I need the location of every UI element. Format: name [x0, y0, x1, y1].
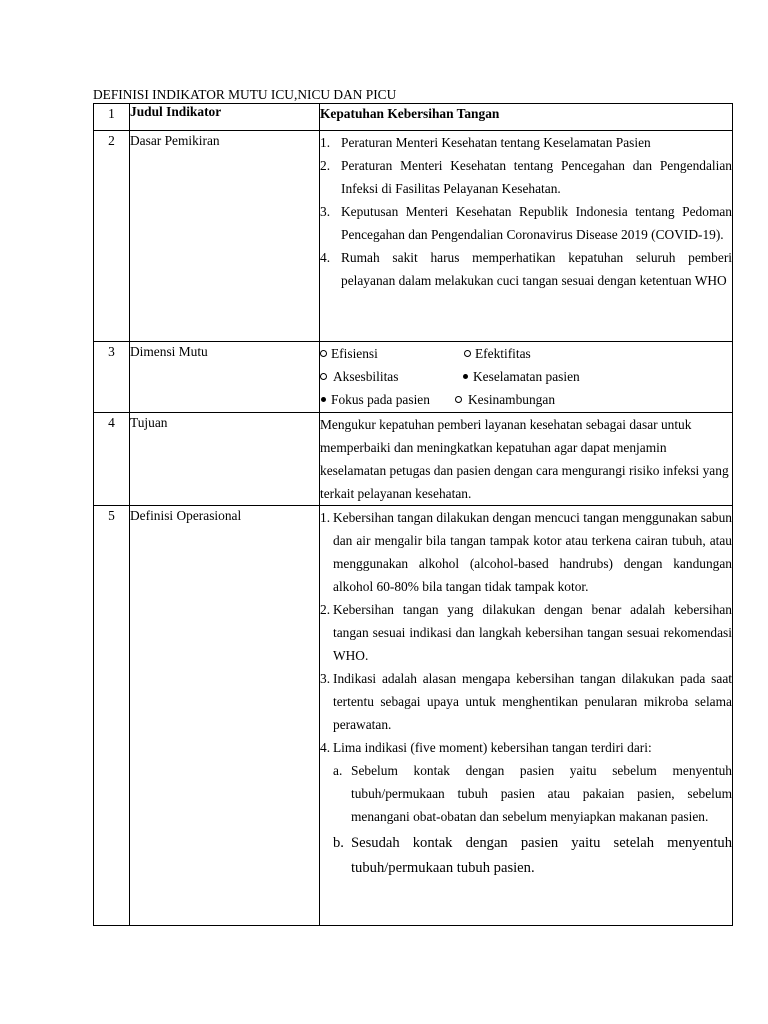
row-number: 2 — [94, 131, 130, 342]
table-row-tujuan — [94, 413, 733, 506]
row-label: Tujuan — [130, 413, 320, 506]
list-item: 3. Indikasi adalah alasan mengapa kebersihan tangan dilakukan pada saat tertentu sebagai upaya untuk menghentikan penularan mikroba selama perawatan. — [320, 671, 732, 732]
row-number: 4 — [94, 413, 130, 506]
dimensi-mutu-options — [320, 342, 732, 412]
empty-circle-icon — [464, 350, 471, 357]
sub-list-item: b. Sesudah kontak dengan pasien yaitu setelah menyentuh tubuh/permukaan tubuh pasien. — [333, 835, 732, 876]
option-keselamatan-pasien: Keselamatan pasien — [460, 365, 732, 388]
row-number: 1 — [94, 104, 130, 131]
option-kesinambungan: Kesinambungan — [455, 388, 732, 411]
row-number: 3 — [94, 342, 130, 413]
option-aksesbilitas: Aksesbilitas — [320, 365, 460, 388]
row-label: Dimensi Mutu — [130, 342, 320, 413]
empty-circle-icon — [320, 350, 327, 357]
document-title: DEFINISI INDIKATOR MUTU ICU,NICU DAN PICU — [93, 87, 397, 102]
list-item: 4. Rumah sakit harus memperhatikan kepatuhan seluruh pemberi pelayanan dalam melakukan cuci tangan sesuai dengan ketentuan WHO — [320, 250, 732, 288]
indicator-table — [93, 103, 733, 926]
empty-circle-icon — [320, 373, 327, 380]
list-item: 2. Kebersihan tangan yang dilakukan dengan benar adalah kebersihan tangan sesuai indikasi dan langkah kebersihan tangan sesuai rekomendasi WHO. — [320, 602, 732, 663]
sub-list-item: a. Sebelum kontak dengan pasien yaitu sebelum menyentuh tubuh/permukaan tubuh pasien atau pakaian pasien, sebelum menangani obat-obatan dan sebelum menyiapkan makanan pasien. — [333, 763, 732, 824]
five-moment-sublist — [320, 759, 732, 881]
option-efisiensi: Efisiensi — [320, 342, 460, 365]
row-label: Definisi Operasional — [130, 506, 320, 926]
dasar-pemikiran-list — [320, 131, 732, 292]
filled-bullet-icon — [463, 374, 468, 379]
list-item: 1. Peraturan Menteri Kesehatan tentang Keselamatan Pasien — [320, 135, 651, 150]
table-row-dimensi-mutu — [94, 342, 733, 413]
list-item: 1. Kebersihan tangan dilakukan dengan mencuci tangan menggunakan sabun dan air mengalir bila tangan tampak kotor atau terkena cairan tubuh, atau menggunakan alkohol (alcohol-based handrubs) dengan kandungan alkohol 60-80% bila tangan tidak tampak kotor. — [320, 510, 732, 594]
indicator-title: Kepatuhan Kebersihan Tangan — [320, 106, 500, 121]
row-number: 5 — [94, 506, 130, 926]
table-row-dasar-pemikiran — [94, 131, 733, 342]
definisi-operasional-list — [320, 506, 732, 759]
table-row-definisi-operasional — [94, 506, 733, 926]
empty-circle-icon — [455, 396, 462, 403]
table-row-judul — [94, 104, 733, 131]
list-item: 3. Keputusan Menteri Kesehatan Republik Indonesia tentang Pedoman Pencegahan dan Pengendalian Coronavirus Disease 2019 (COVID-19). — [320, 204, 732, 242]
option-fokus-pada-pasien: Fokus pada pasien — [320, 388, 460, 411]
filled-bullet-icon — [321, 397, 326, 402]
tujuan-text: Mengukur kepatuhan pemberi layanan kesehatan sebagai dasar untuk memperbaiki dan meningkatkan kepatuhan agar dapat menjamin keselamatan petugas dan pasien dengan cara mengurangi risiko infeksi yang terkait pelayanan kesehatan. — [320, 417, 729, 501]
list-item: 4. Lima indikasi (five moment) kebersihan tangan terdiri dari: — [320, 740, 652, 755]
option-efektifitas: Efektifitas — [460, 342, 732, 365]
list-item: 2. Peraturan Menteri Kesehatan tentang Pencegahan dan Pengendalian Infeksi di Fasilitas Pelayanan Kesehatan. — [320, 158, 732, 196]
row-label: Dasar Pemikiran — [130, 131, 320, 342]
row-label: Judul Indikator — [130, 104, 222, 119]
